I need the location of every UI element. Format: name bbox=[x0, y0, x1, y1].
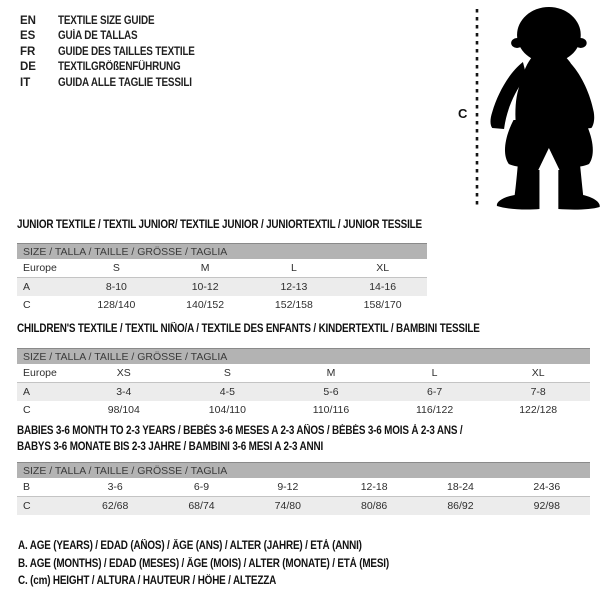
table-cell: 3-6 bbox=[107, 480, 123, 493]
table-cell: 10-12 bbox=[191, 280, 219, 293]
language-code: EN bbox=[20, 14, 36, 27]
row-label: Europe bbox=[23, 366, 57, 379]
table-cell: 128/140 bbox=[97, 299, 136, 312]
language-row bbox=[20, 44, 217, 60]
language-title-text: TEXTILE SIZE GUIDE bbox=[58, 14, 155, 27]
table-row bbox=[17, 259, 427, 278]
language-code: DE bbox=[20, 61, 36, 74]
language-title bbox=[58, 77, 214, 89]
language-title bbox=[58, 15, 170, 27]
table-cell: S bbox=[223, 366, 231, 379]
table-cell: 14-16 bbox=[369, 280, 397, 293]
section-junior bbox=[17, 217, 427, 315]
footnote bbox=[18, 556, 449, 574]
table-cell: M bbox=[326, 366, 336, 379]
table-cell: 6-9 bbox=[193, 480, 210, 493]
language-row bbox=[20, 13, 217, 29]
table-cell: M bbox=[200, 261, 210, 274]
table-row bbox=[17, 478, 590, 497]
table-cell: 86/92 bbox=[447, 499, 474, 512]
table-cell: 104/110 bbox=[208, 404, 246, 417]
language-title bbox=[58, 30, 150, 42]
size-bar-header: SIZE / TALLA / TAILLE / GRÖSSE / TAGLIA bbox=[17, 243, 427, 259]
language-row bbox=[20, 75, 217, 91]
footnote-list bbox=[18, 538, 449, 591]
table-cell: 4-5 bbox=[219, 385, 235, 398]
table-cell: L bbox=[431, 366, 438, 379]
section-heading-wrap bbox=[17, 217, 427, 233]
row-label: B bbox=[23, 480, 31, 493]
table-cell: 152/158 bbox=[274, 299, 313, 312]
section-heading-text: BABIES 3-6 MONTH TO 2-3 YEARS / BEBÉS 3-6 MESES A 2-3 AÑOS / BÉBÉS 3-6 MOIS À 2-3 ANS / bbox=[17, 425, 463, 437]
baby-silhouette-icon bbox=[450, 4, 600, 216]
height-measure-label: C bbox=[458, 106, 468, 121]
table-cell: 3-4 bbox=[116, 385, 132, 398]
table-cell: 5-6 bbox=[323, 385, 339, 398]
section-heading bbox=[17, 321, 590, 337]
section-babies bbox=[17, 423, 590, 515]
section-heading-text: CHILDREN'S TEXTILE / TEXTIL NIÑO/A / TEXTILE DES ENFANTS / KINDERTEXTIL / BAMBINI TESSILE bbox=[17, 323, 480, 335]
table-cell: 8-10 bbox=[105, 280, 127, 293]
table-cell: 68/74 bbox=[188, 499, 215, 512]
footnote bbox=[18, 573, 449, 591]
table-row bbox=[17, 296, 427, 315]
table-cell: 110/116 bbox=[312, 404, 350, 417]
table-cell: 80/86 bbox=[361, 499, 388, 512]
table-cell: S bbox=[112, 261, 120, 274]
section-heading bbox=[17, 423, 590, 439]
table-cell: 98/104 bbox=[107, 404, 140, 417]
table-row bbox=[17, 364, 590, 383]
table-row bbox=[17, 278, 427, 297]
row-label: C bbox=[23, 404, 31, 417]
section-heading-line2 bbox=[17, 439, 590, 455]
section-heading-wrap bbox=[17, 321, 590, 337]
table-cell: 12-13 bbox=[280, 280, 308, 293]
section-heading-text: JUNIOR TEXTILE / TEXTIL JUNIOR/ TEXTILE JUNIOR / JUNIORTEXTIL / JUNIOR TESSILE bbox=[17, 219, 422, 231]
language-title-text: GUIDA ALLE TAGLIE TESSILI bbox=[58, 76, 192, 89]
language-code: IT bbox=[20, 76, 31, 89]
section-heading-wrap bbox=[17, 423, 590, 455]
table-cell: L bbox=[290, 261, 297, 274]
table-row bbox=[17, 383, 590, 402]
size-table-babies bbox=[17, 462, 590, 515]
size-bar-header: SIZE / TALLA / TAILLE / GRÖSSE / TAGLIA bbox=[17, 348, 590, 364]
table-cell: 62/68 bbox=[102, 499, 129, 512]
size-table-children bbox=[17, 348, 590, 420]
row-label: A bbox=[23, 280, 31, 293]
language-code: FR bbox=[20, 45, 36, 58]
language-row bbox=[20, 60, 217, 76]
section-heading-text: BABYS 3-6 MONATE BIS 2-3 JAHRE / BAMBINI 3-6 MESI A 2-3 ANNI bbox=[17, 441, 324, 453]
language-title-text: TEXTILGRÖßENFÜHRUNG bbox=[58, 61, 181, 74]
section-heading bbox=[17, 217, 427, 233]
table-cell: 12-18 bbox=[360, 480, 388, 493]
size-bar-header: SIZE / TALLA / TAILLE / GRÖSSE / TAGLIA bbox=[17, 462, 590, 478]
table-cell: 122/128 bbox=[519, 404, 558, 417]
row-label: Europe bbox=[23, 261, 57, 274]
table-row bbox=[17, 401, 590, 420]
table-cell: 24-36 bbox=[533, 480, 561, 493]
footnote-text: C. (cm) HEIGHT / ALTURA / HAUTEUR / HÖHE / ALTEZZA bbox=[18, 575, 277, 587]
footnote bbox=[18, 538, 449, 556]
language-row bbox=[20, 29, 217, 45]
table-cell: 92/98 bbox=[533, 499, 560, 512]
table-cell: 140/152 bbox=[186, 299, 225, 312]
table-cell: XL bbox=[376, 261, 390, 274]
row-label: A bbox=[23, 385, 31, 398]
table-cell: 18-24 bbox=[447, 480, 474, 493]
table-cell: 158/170 bbox=[363, 299, 402, 312]
table-cell: 6-7 bbox=[426, 385, 443, 398]
footnote-text: A. AGE (YEARS) / EDAD (AÑOS) / ÂGE (ANS) / ALTER (JAHRE) / ETÀ (ANNI) bbox=[18, 540, 362, 552]
table-cell: 74/80 bbox=[274, 499, 301, 512]
language-title-text: GUÍA DE TALLAS bbox=[58, 30, 138, 43]
language-title bbox=[58, 46, 217, 58]
row-label: C bbox=[23, 499, 31, 512]
language-title-list bbox=[20, 13, 217, 91]
table-cell: 9-12 bbox=[277, 480, 299, 493]
language-title bbox=[58, 61, 201, 73]
language-code: ES bbox=[20, 30, 36, 43]
language-title-text: GUIDE DES TAILLES TEXTILE bbox=[58, 45, 195, 58]
footnote-text: B. AGE (MONTHS) / EDAD (MESES) / ÂGE (MOIS) / ALTER (MONATE) / ETÀ (MESI) bbox=[18, 557, 389, 570]
table-row bbox=[17, 497, 590, 516]
table-cell: 7-8 bbox=[530, 385, 546, 398]
baby-height-figure bbox=[450, 4, 600, 216]
table-cell: XL bbox=[531, 366, 545, 379]
size-table-junior bbox=[17, 243, 427, 315]
table-cell: 116/122 bbox=[415, 404, 454, 417]
row-label: C bbox=[23, 299, 31, 312]
section-children bbox=[17, 321, 590, 420]
table-cell: XS bbox=[116, 366, 131, 379]
